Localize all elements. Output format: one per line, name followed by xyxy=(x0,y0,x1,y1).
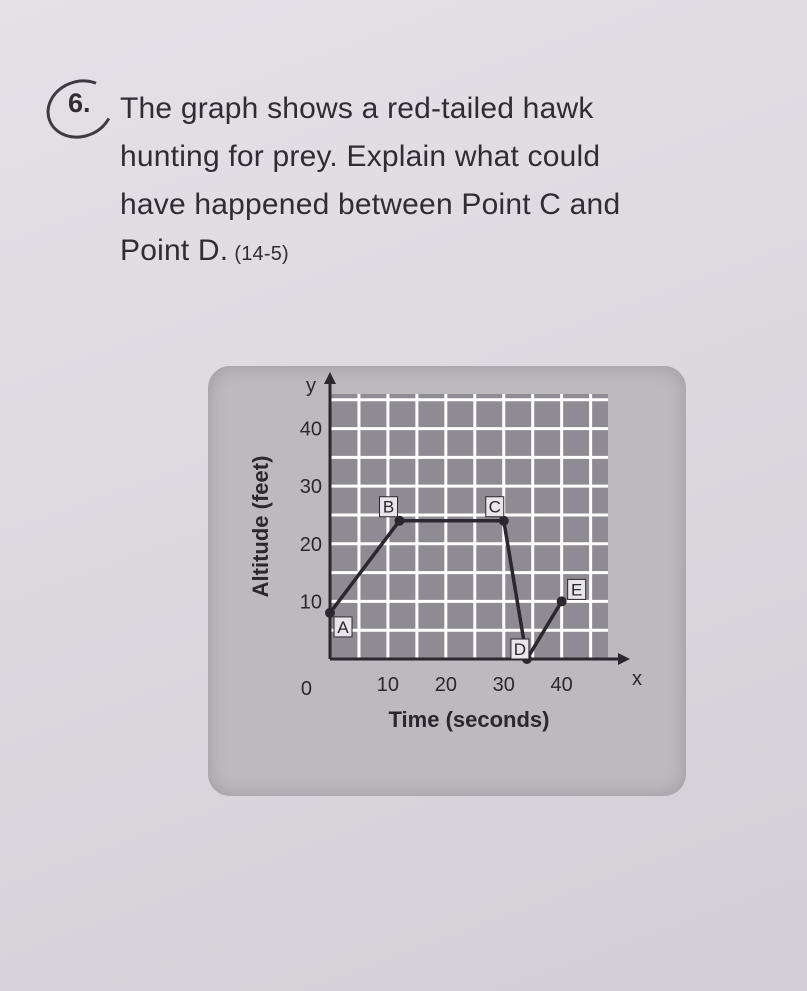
question-line-4-text: Point D. xyxy=(120,234,229,267)
point-label-a: A xyxy=(337,617,349,637)
question-line-1: The graph shows a red-tailed hawk xyxy=(120,92,594,125)
question-line-4 xyxy=(120,234,289,271)
graph-card xyxy=(208,366,686,796)
y-axis-letter: y xyxy=(306,375,316,397)
y-tick-label: 40 xyxy=(299,418,322,441)
x-axis-letter: x xyxy=(632,668,642,690)
x-tick-label: 40 xyxy=(550,674,573,696)
data-point-a xyxy=(325,608,335,618)
x-axis-arrow xyxy=(618,653,630,665)
x-tick-label: 20 xyxy=(434,674,457,696)
lesson-reference: (14-5) xyxy=(234,243,289,265)
y-tick-label: 30 xyxy=(299,476,322,499)
x-tick-label: 30 xyxy=(492,674,515,696)
point-label-b: B xyxy=(382,497,395,517)
plot-area xyxy=(330,394,608,659)
question-line-2: hunting for prey. Explain what could xyxy=(120,140,601,173)
y-axis-title: Altitude (feet) xyxy=(248,455,273,598)
y-tick-label: 10 xyxy=(299,591,322,614)
line-chart xyxy=(208,366,686,796)
x-tick-label: 10 xyxy=(376,674,400,696)
data-point-e xyxy=(557,596,567,606)
x-axis-title: Time (seconds) xyxy=(388,707,550,732)
question-line-3: have happened between Point C and xyxy=(120,188,621,221)
question-number: 6. xyxy=(68,88,91,118)
point-label-c: C xyxy=(488,497,501,517)
y-tick-label: 20 xyxy=(299,533,322,556)
point-label-d: D xyxy=(513,640,527,659)
point-label-e: E xyxy=(570,580,583,600)
y-axis-arrow xyxy=(324,372,336,384)
origin-label: 0 xyxy=(300,678,312,700)
